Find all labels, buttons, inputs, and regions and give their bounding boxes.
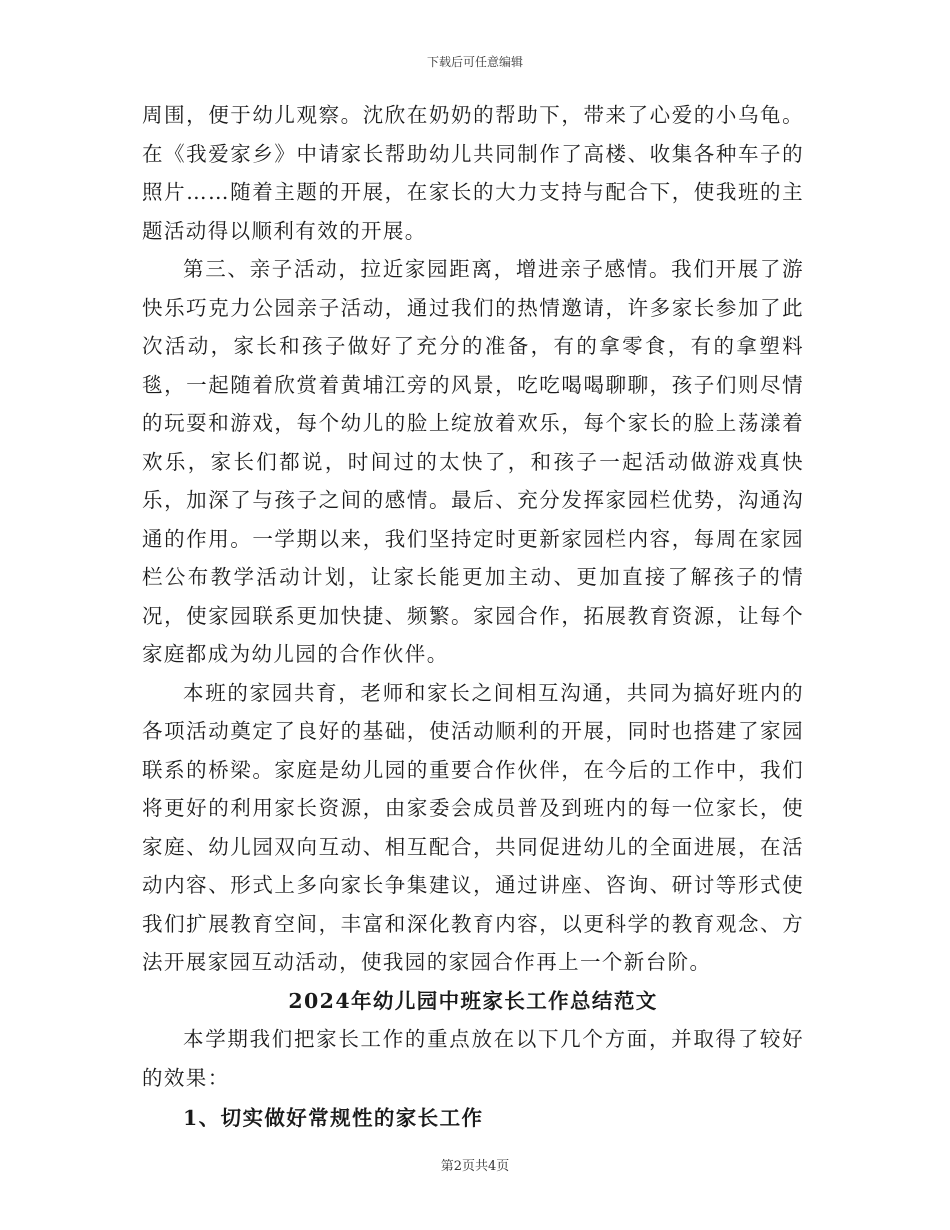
paragraph-intro: 本学期我们把家长工作的重点放在以下几个方面，并取得了较好的效果：	[142, 1027, 804, 1090]
page-footer: 第2页共4页	[440, 1159, 510, 1174]
paragraph-parent-child-activity: 第三、亲子活动，拉近家园距离，增进亲子感情。我们开展了游快乐巧克力公园亲子活动，通过我们的热情邀请，许多家长参加了此次活动，家长和孩子做好了充分的准备，有的拿零食，有的拿塑料毯，一起随着欣赏着黄埔江旁的风景，吃吃喝喝聊聊，孩子们则尽情的玩耍和游戏，每个幼儿的脸上绽放着欢乐，每个家长的脸上荡漾着欢乐，家长们都说，时间过的太快了，和孩子一起活动做游戏真快乐，加深了与孩子之间的感情。最后、充分发挥家园栏优势，沟通沟通的作用。一学期以来，我们坚持定时更新家园栏内容，每周在家园栏公布教学活动计划，让家长能更加主动、更加直接了解孩子的情况，使家园联系更加快捷、频繁。家园合作，拓展教育资源，让每个家庭都成为幼儿园的合作伙伴。	[142, 257, 804, 666]
page-header: 下载后可任意编辑	[426, 55, 523, 69]
section-heading-1: 1、切实做好常规性的家长工作	[183, 1106, 484, 1130]
document-body	[142, 96, 804, 1138]
paragraph-continuation: 周围，便于幼儿观察。沈欣在奶奶的帮助下，带来了心爱的小乌龟。在《我爱家乡》中请家长帮助幼儿共同制作了高楼、收集各种车子的照片……随着主题的开展，在家长的大力支持与配合下，使我班的主题活动得以顺利有效的开展。	[142, 103, 804, 243]
paragraph-home-school-cooperation: 本班的家园共育，老师和家长之间相互沟通，共同为搞好班内的各项活动奠定了良好的基础，使活动顺利的开展，同时也搭建了家园联系的桥梁。家庭是幼儿园的重要合作伙伴，在今后的工作中，我们将更好的利用家长资源，由家委会成员普及到班内的每一位家长，使家庭、幼儿园双向互动、相互配合，共同促进幼儿的全面进展，在活动内容、形式上多向家长争集建议，通过讲座、咨询、研讨等形式使我们扩展教育空间，丰富和深化教育内容，以更科学的教育观念、方法开展家园互动活动，使我园的家园合作再上一个新台阶。	[142, 680, 804, 974]
document-title: 2024年幼儿园中班家长工作总结范文	[288, 988, 658, 1013]
